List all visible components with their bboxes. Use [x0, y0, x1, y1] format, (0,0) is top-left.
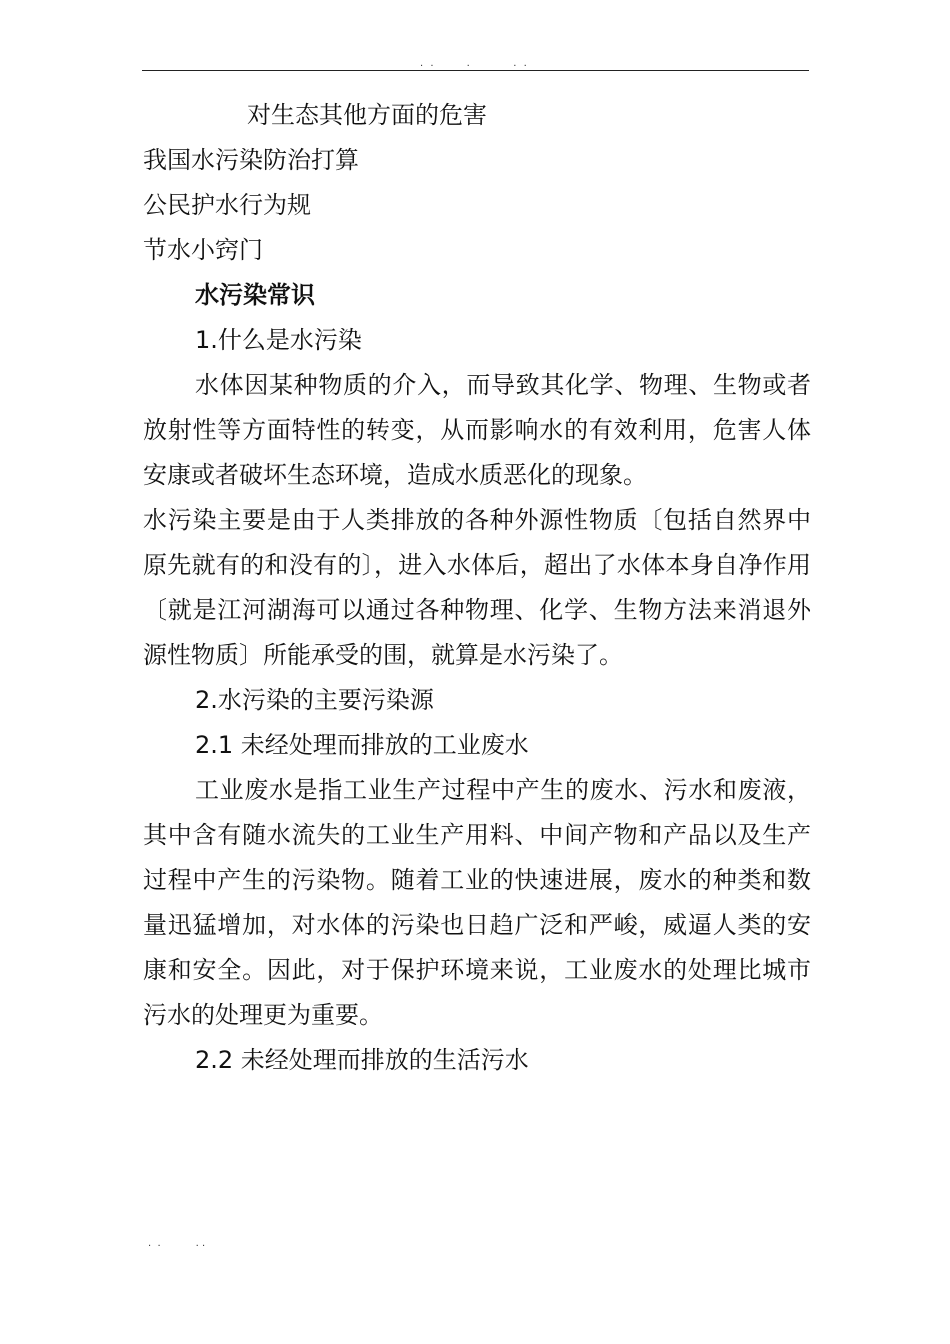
- header-rule: [142, 70, 809, 71]
- toc-item-prevention-plan: 我国水污染防治打算: [143, 146, 359, 174]
- heading-what-is-pollution: 1.什么是水污染: [195, 326, 362, 354]
- heading-domestic-sewage: 2.2 未经处理而排放的生活污水: [195, 1046, 529, 1074]
- toc-item-ecology-harm: 对生态其他方面的危害: [247, 101, 487, 129]
- toc-item-water-saving-tips: 节水小窍门: [143, 236, 263, 264]
- section-title: 水污染常识: [195, 281, 315, 309]
- heading-pollution-sources: 2.水污染的主要污染源: [195, 686, 434, 714]
- document-body: [143, 93, 811, 1083]
- toc-item-citizen-rules: 公民护水行为规: [143, 191, 311, 219]
- paragraph-industrial-wastewater: 工业废水是指工业生产过程中产生的废水、污水和废液，其中含有随水流失的工业生产用料、中间产物和产品以及生产过程中产生的污染物。随着工业的快速进展，废水的种类和数量迅猛增加，对水体的污染也日趋广泛和严峻，威逼人类的安康和安全。因此，对于保护环境来说，工业废水的处理比城市污水的处理更为重要。: [143, 776, 811, 1029]
- header-decoration: . . . . .: [420, 58, 529, 69]
- footer-decoration: . . . .: [148, 1238, 206, 1249]
- paragraph-cause: 水污染主要是由于人类排放的各种外源性物质〔包括自然界中原先就有的和没有的〕，进入水体后，超出了水体本身自净作用〔就是江河湖海可以通过各种物理、化学、生物方法来消退外源性物质〕所能承受的围，就算是水污染了。: [143, 506, 811, 669]
- heading-industrial-wastewater: 2.1 未经处理而排放的工业废水: [195, 731, 529, 759]
- paragraph-definition: 水体因某种物质的介入，而导致其化学、物理、生物或者放射性等方面特性的转变，从而影响水的有效利用，危害人体安康或者破坏生态环境，造成水质恶化的现象。: [143, 371, 811, 489]
